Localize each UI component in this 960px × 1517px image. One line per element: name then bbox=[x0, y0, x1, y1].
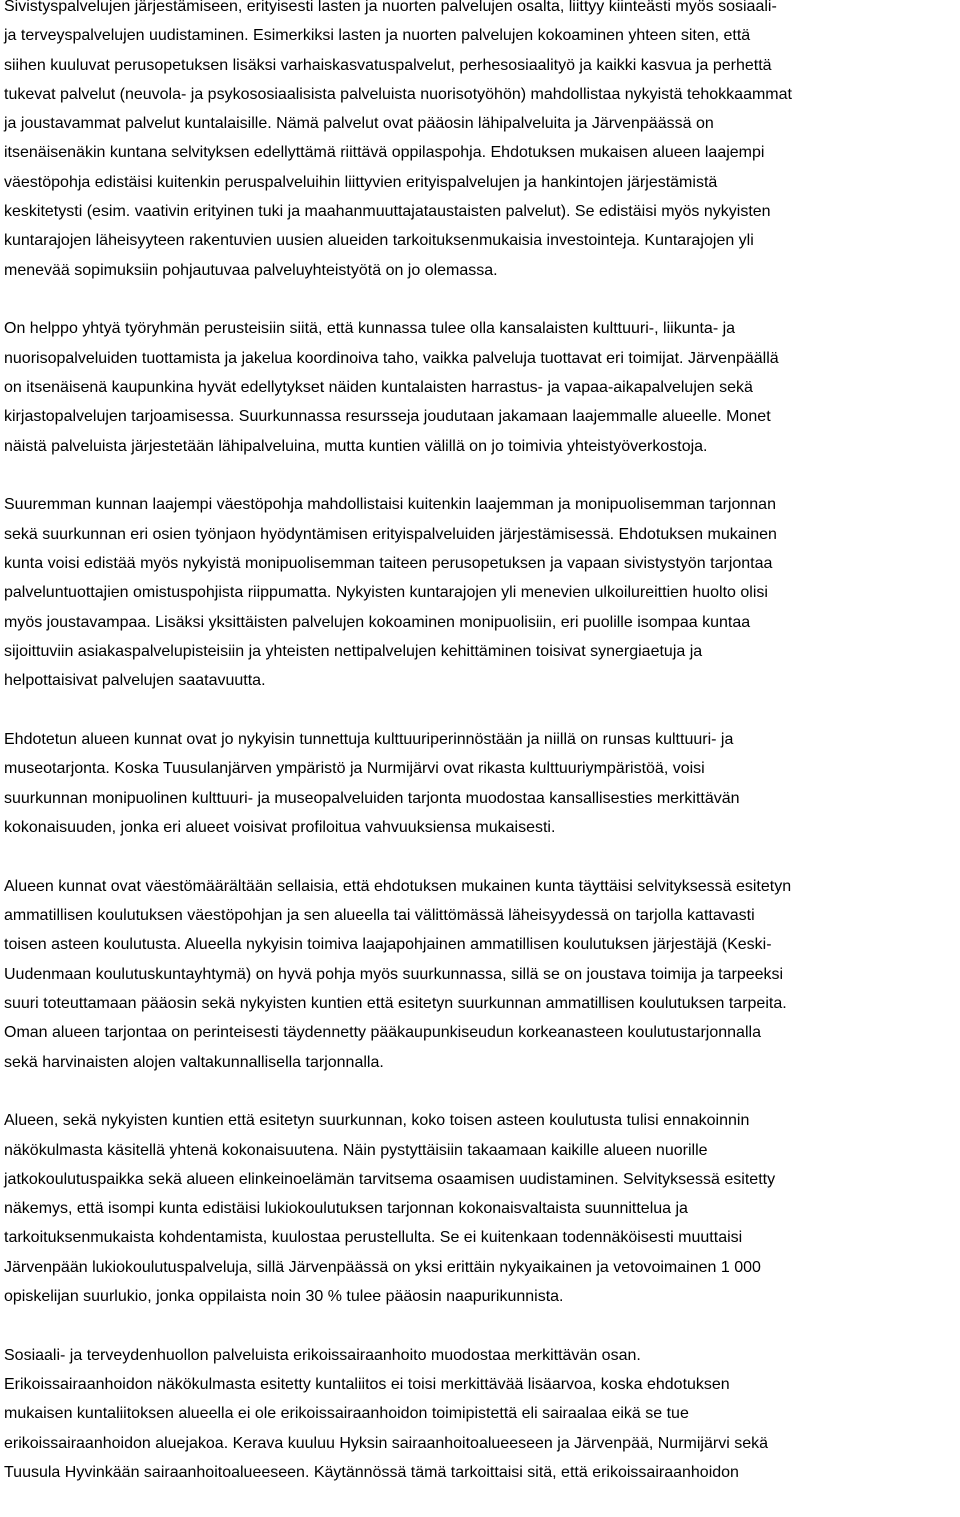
text-line: suuri toteuttamaan pääosin sekä nykyisten kuntien että esitetyn suurkunnan ammatillisen koulutuksen tarpeita. bbox=[4, 994, 787, 1012]
text-line: kokonaisuuden, jonka eri alueet voisivat profiloitua vahvuuksiensa mukaisesti. bbox=[4, 818, 556, 836]
text-line: myös joustavampaa. Lisäksi yksittäisten palvelujen kokoaminen monipuolisiin, eri puolille isompaa kuntaa bbox=[4, 613, 751, 631]
paragraph-education-social-services bbox=[4, 0, 960, 285]
text-line: Sivistyspalvelujen järjestämiseen, erityisesti lasten ja nuorten palvelujen osalta, liittyy kiinteästi myös sosiaali- bbox=[4, 0, 777, 15]
text-line: Järvenpään lukiokoulutuspalveluja, sillä Järvenpäässä on yksi erittäin nykyaikainen ja vetovoimainen 1 000 bbox=[4, 1258, 761, 1276]
text-line: tarkoituksenmukaista kohdentamista, kuulostaa perustellulta. Se ei kuitenkaan todennäköisesti muuttaisi bbox=[4, 1229, 743, 1247]
text-line: ja joustavammat palvelut kuntalaisille. Nämä palvelut ovat pääosin lähipalveluita ja Järvenpäässä on bbox=[4, 115, 714, 133]
text-line: sekä harvinaisten alojen valtakunnallisella tarjonnalla. bbox=[4, 1053, 384, 1071]
text-line: on itsenäisenä kaupunkina hyvät edellytykset näiden kuntalaisten harrastus- ja vapaa-aikapalvelujen sekä bbox=[4, 379, 753, 397]
text-line: keskitetysti (esim. vaativin erityinen tuki ja maahanmuuttajataustaisten palvelut). Se edistäisi myös nykyisten bbox=[4, 203, 771, 221]
text-line: näkemys, että isompi kunta edistäisi lukiokoulutuksen tarjonnan kokonaisvaltaista suunnittelua ja bbox=[4, 1200, 688, 1218]
text-line: palveluntuottajien omistuspohjista riippumatta. Nykyisten kuntarajojen yli menevien ulkoilureittien huolto olisi bbox=[4, 584, 768, 602]
document-page bbox=[4, 0, 960, 1517]
text-line: Ehdotetun alueen kunnat ovat jo nykyisin tunnettuja kulttuuriperinnöstään ja niillä on runsas kulttuuri- ja bbox=[4, 731, 734, 749]
text-line: museotarjonta. Koska Tuusulanjärven ympäristö ja Nurmijärvi ovat rikasta kulttuuriympäristöä, voisi bbox=[4, 760, 705, 778]
text-line: Tuusula Hyvinkään sairaanhoitoalueeseen. Käytännössä tämä tarkoittaisi sitä, että erikoissairaanhoidon bbox=[4, 1464, 739, 1482]
text-line: kunta voisi edistää myös nykyistä monipuolisemman taiteen perusopetuksen ja vapaan sivistystyön tarjontaa bbox=[4, 555, 773, 573]
text-line: kuntarajojen läheisyyteen rakentuvien uusien alueiden tarkoituksenmukaisia investointeja. Kuntarajojen yli bbox=[4, 232, 754, 250]
text-line: kirjastopalvelujen tarjoamisessa. Suurkunnassa resursseja joudutaan jakamaan laajemmalle alueelle. Monet bbox=[4, 408, 771, 426]
text-line: Oman alueen tarjontaa on perinteisesti täydennetty pääkaupunkiseudun korkeanasteen koulutustarjonnalla bbox=[4, 1024, 761, 1042]
paragraph-culture-services bbox=[4, 314, 960, 460]
text-line: Alueen, sekä nykyisten kuntien että esitetyn suurkunnan, koko toisen asteen koulutusta tulisi ennakoinnin bbox=[4, 1112, 750, 1130]
paragraph-larger-municipality bbox=[4, 490, 960, 695]
text-line: Sosiaali- ja terveydenhuollon palveluista erikoissairaanhoito muodostaa merkittävän osan. bbox=[4, 1346, 641, 1364]
text-line: Suuremman kunnan laajempi väestöpohja mahdollistaisi kuitenkin laajemman ja monipuolisemman tarjonnan bbox=[4, 496, 776, 514]
text-line: Erikoissairaanhoidon näkökulmasta esitetty kuntaliitos ei toisi merkittävää lisäarvoa, koska ehdotuksen bbox=[4, 1376, 730, 1394]
text-line: tukevat palvelut (neuvola- ja psykososiaalisista palveluista nuorisotyöhön) mahdollistaa nykyistä tehokkaammat bbox=[4, 85, 792, 103]
text-line: Uudenmaan koulutuskuntayhtymä) on hyvä pohja myös suurkunnassa, sillä se on joustava toimija ja tarpeeksi bbox=[4, 965, 784, 983]
text-line: opiskelijan suurlukio, jonka oppilaista noin 30 % tulee pääosin naapurikunnista. bbox=[4, 1288, 564, 1306]
text-line: väestöpohja edistäisi kuitenkin peruspalveluihin liittyvien erityispalvelujen ja hankintojen järjestämistä bbox=[4, 173, 718, 191]
text-line: helpottaisivat palvelujen saatavuutta. bbox=[4, 672, 266, 690]
text-line: Alueen kunnat ovat väestömäärältään sellaisia, että ehdotuksen mukainen kunta täyttäisi selvityksessä esitetyn bbox=[4, 877, 792, 895]
text-line: nuorisopalveluiden tuottamista ja jakelua koordinoiva taho, vaikka palveluja tuottavat eri toimijat. Järvenpäällä bbox=[4, 349, 779, 367]
text-line: itsenäisenäkin kuntana selvityksen edellyttämä riittävä oppilaspohja. Ehdotuksen mukaisen alueen laajempi bbox=[4, 144, 765, 162]
text-line: sekä suurkunnan eri osien työnjaon hyödyntämisen erityispalveluiden järjestämisessä. Ehdotuksen mukainen bbox=[4, 525, 777, 543]
paragraph-vocational-education bbox=[4, 872, 960, 1077]
text-line: ammatillisen koulutuksen väestöpohjan ja sen alueella tai välittömässä läheisyydessä on tarjolla kattavasti bbox=[4, 907, 755, 925]
text-line: jatkokoulutuspaikka sekä alueen elinkeinoelämän tarvitsema osaamisen uudistaminen. Selvityksessä esitetty bbox=[4, 1170, 776, 1188]
text-line: näistä palveluista järjestetään lähipalveluina, mutta kuntien välillä on jo toimivia yhteistyöverkostoja. bbox=[4, 437, 708, 455]
text-line: näkökulmasta käsitellä yhtenä kokonaisuutena. Näin pystyttäisiin takaamaan kaikille alueen nuorille bbox=[4, 1141, 708, 1159]
text-line: mukaisen kuntaliitoksen alueella ei ole erikoissairaanhoidon toimipistettä eli sairaalaa eikä se tue bbox=[4, 1405, 689, 1423]
text-line: siihen kuuluvat perusopetuksen lisäksi varhaiskasvatuspalvelut, perhesosiaalityö ja kaikki kasvua ja perhettä bbox=[4, 56, 772, 74]
text-line: toisen asteen koulutusta. Alueella nykyisin toimiva laajapohjainen ammatillisen koulutuksen järjestäjä (Keski- bbox=[4, 936, 772, 954]
paragraph-upper-secondary bbox=[4, 1106, 960, 1311]
paragraph-cultural-heritage bbox=[4, 725, 960, 842]
paragraph-healthcare bbox=[4, 1341, 960, 1487]
text-line: menevää sopimuksiin pohjautuvaa palveluyhteistyötä on jo olemassa. bbox=[4, 261, 498, 279]
text-line: suurkunnan monipuolinen kulttuuri- ja museopalveluiden tarjonta muodostaa kansallisesties merkittävän bbox=[4, 789, 740, 807]
text-line: sijoittuviin asiakaspalvelupisteisiin ja yhteisten nettipalvelujen kehittäminen toisivat synergiaetuja ja bbox=[4, 642, 703, 660]
text-line: ja terveyspalvelujen uudistaminen. Esimerkiksi lasten ja nuorten palvelujen kokoaminen yhteen siten, että bbox=[4, 27, 751, 45]
text-line: erikoissairaanhoidon aluejakoa. Kerava kuuluu Hyksin sairaanhoitoalueeseen ja Järvenpää, Nurmijärvi sekä bbox=[4, 1434, 768, 1452]
text-line: On helppo yhtyä työryhmän perusteisiin siitä, että kunnassa tulee olla kansalaisten kulttuuri-, liikunta- ja bbox=[4, 320, 736, 338]
